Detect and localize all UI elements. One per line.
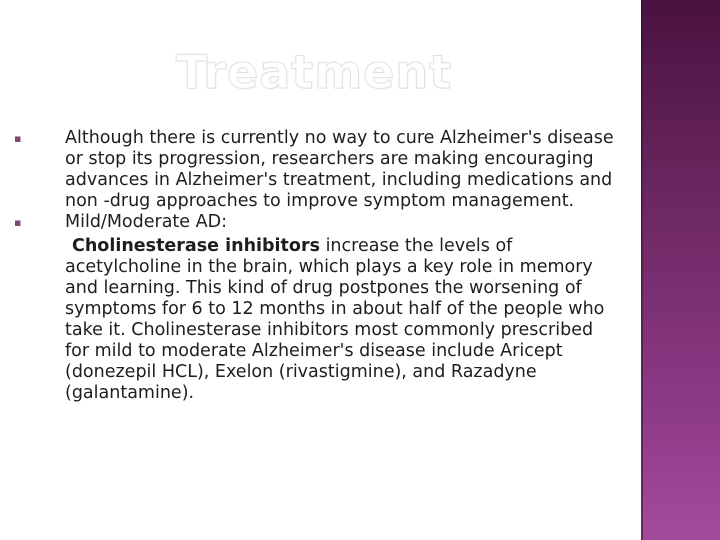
bullet-dot-icon: ▪ (14, 216, 22, 229)
bullet-text: Mild/Moderate AD: (65, 212, 227, 232)
bullet-dot-icon: ▪ (14, 132, 22, 145)
decorative-side-band (641, 0, 720, 540)
side-band-edge (641, 0, 643, 540)
slide-title: Treatment (176, 45, 453, 99)
bullet-item-treatment-overview (14, 128, 614, 212)
bullet-text: Although there is currently no way to cure Alzheimer's disease or stop its progression, researchers are making encouraging advances in Alzheimer's treatment, including medications and non -drug approaches to improve symptom management. (65, 128, 614, 211)
cholinesterase-description: increase the levels of acetylcholine in the brain, which plays a key role in memory and learning. This kind of drug postpones the worsening of symptoms for 6 to 12 months in about half of the people who take it. Cholinesterase inhibitors most commonly prescribed for mild to moderate Alzheimer's disease include Aricept (donezepil HCL), Exelon (rivastigmine), and Razadyne (galantamine). (65, 236, 605, 403)
cholinesterase-term: Cholinesterase inhibitors (72, 236, 320, 256)
cholinesterase-detail-paragraph (14, 236, 614, 404)
slide-body (14, 128, 614, 404)
bullet-item-mild-moderate-ad (14, 212, 614, 233)
